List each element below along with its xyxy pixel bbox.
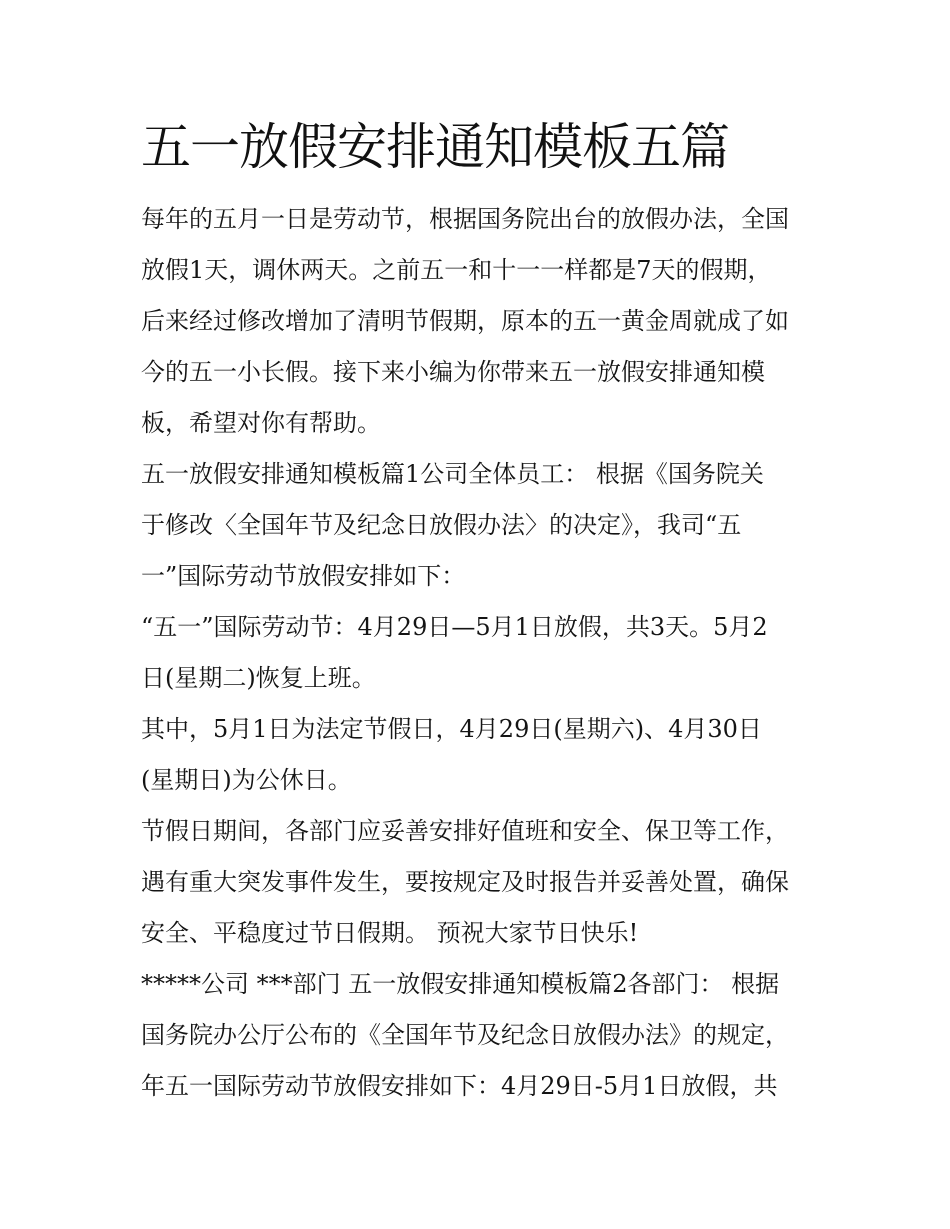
text-line: 今的五一小长假。接下来小编为你带来五一放假安排通知模 [141,358,765,386]
text-line: 一”国际劳动节放假安排如下： [141,562,466,590]
text-line: 安全、平稳度过节日假期。 预祝大家节日快乐! [141,919,639,947]
text-line: 后来经过修改增加了清明节假期，原本的五一黄金周就成了如 [141,307,789,335]
text-line: 遇有重大突发事件发生，要按规定及时报告并妥善处置，确保 [141,868,789,896]
text-line: 其中，5月1日为法定节假日，4月29日(星期六)、4月30日 [141,715,762,743]
text-line: 放假1天，调休两天。之前五一和十一一样都是7天的假期， [141,256,772,284]
text-line: 板，希望对你有帮助。 [141,409,381,437]
document-title: 五一放假安排通知模板五篇 [141,118,729,176]
text-line: *****公司 ***部门 五一放假安排通知模板篇2各部门： 根据 [141,970,780,998]
text-line: 五一放假安排通知模板篇1公司全体员工： 根据《国务院关 [141,460,764,488]
text-line: 于修改〈全国年节及纪念日放假办法〉的决定》，我司“五 [141,511,742,539]
text-line: 日(星期二)恢复上班。 [141,664,376,692]
text-line: 国务院办公厅公布的《全国年节及纪念日放假办法》的规定， [141,1021,789,1049]
text-line: (星期日)为公休日。 [141,766,352,794]
text-line: “五一”国际劳动节：4月29日—5月1日放假，共3天。5月2 [141,613,768,641]
text-line: 年五一国际劳动节放假安排如下：4月29日-5月1日放假，共 [141,1072,778,1100]
text-line: 每年的五月一日是劳动节，根据国务院出台的放假办法，全国 [141,205,789,233]
text-line: 节假日期间，各部门应妥善安排好值班和安全、保卫等工作， [141,817,789,845]
